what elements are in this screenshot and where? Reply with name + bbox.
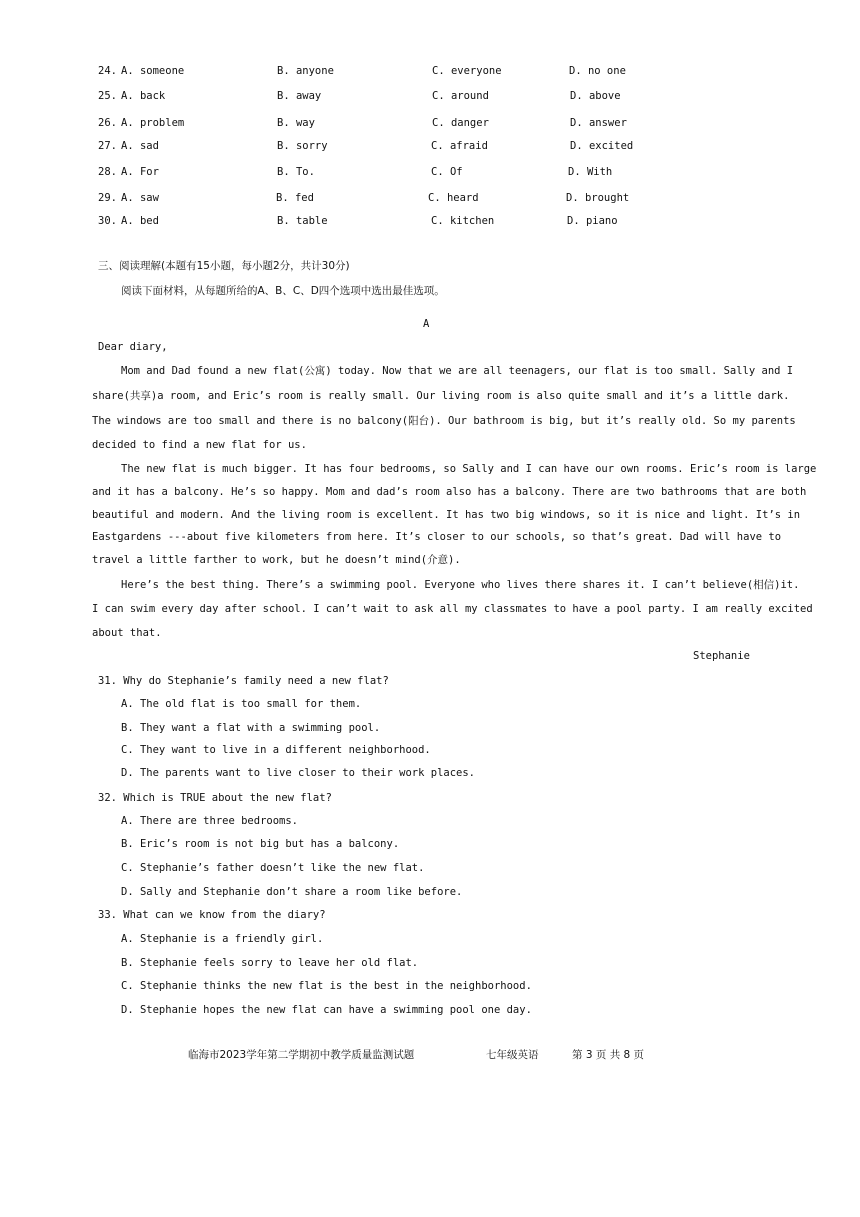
option-c: C. afraid <box>431 140 488 152</box>
question-stem: 32. Which is TRUE about the new flat? <box>98 792 332 804</box>
footer-subject: 七年级英语 <box>486 1049 539 1061</box>
option-d: D. With <box>568 166 613 178</box>
passage-line: beautiful and modern. And the living room is excellent. It has two big windows, so it is nice and light. It’s in <box>92 509 801 521</box>
question-option: C. Stephanie thinks the new flat is the best in the neighborhood. <box>121 980 532 992</box>
option-b: B. fed <box>276 192 314 204</box>
footer-page-number: 第 3 页 共 8 页 <box>572 1049 645 1061</box>
passage-line: about that. <box>92 627 162 639</box>
question-option: A. There are three bedrooms. <box>121 815 299 827</box>
option-a: A. For <box>121 166 159 178</box>
item-number: 29. <box>98 192 117 204</box>
option-b: B. way <box>277 117 315 129</box>
question-stem: 31. Why do Stephanie’s family need a new flat? <box>98 675 389 687</box>
option-a: A. problem <box>121 117 185 129</box>
option-d: D. no one <box>569 65 626 77</box>
option-c: C. heard <box>428 192 479 204</box>
passage-line: The windows are too small and there is no balcony(阳台). Our bathroom is big, but it’s really old. So my parents <box>92 415 796 427</box>
question-option: D. The parents want to live closer to their work places. <box>121 767 476 779</box>
item-number: 26. <box>98 117 117 129</box>
passage-label: A <box>423 318 430 330</box>
question-option: B. They want a flat with a swimming pool. <box>121 722 381 734</box>
option-b: B. To. <box>277 166 315 178</box>
passage-line: share(共享)a room, and Eric’s room is really small. Our living room is also quite small and it’s a little dark. <box>92 390 790 402</box>
option-d: D. above <box>570 90 621 102</box>
option-c: C. danger <box>432 117 489 129</box>
question-option: B. Stephanie feels sorry to leave her old flat. <box>121 957 419 969</box>
item-number: 24. <box>98 65 117 77</box>
option-a: A. sad <box>121 140 159 152</box>
footer-exam-title: 临海市2023学年第二学期初中教学质量监测试题 <box>188 1049 415 1061</box>
question-option: A. Stephanie is a friendly girl. <box>121 933 324 945</box>
passage-line: travel a little farther to work, but he doesn’t mind(介意). <box>92 554 461 566</box>
question-stem: 33. What can we know from the diary? <box>98 909 326 921</box>
section-instruction: 阅读下面材料，从每题所给的A、B、C、D四个选项中选出最佳选项。 <box>121 285 445 297</box>
passage-line: Here’s the best thing. There’s a swimming pool. Everyone who lives there shares it. I can’t believe(相信)it. <box>121 579 800 591</box>
passage-line: and it has a balcony. He’s so happy. Mom and dad’s room also has a balcony. There are two bathrooms that are both <box>92 486 807 498</box>
passage-greeting: Dear diary, <box>98 341 168 353</box>
option-a: A. someone <box>121 65 185 77</box>
passage-line: Eastgardens ---about five kilometers from here. It’s closer to our schools, so that’s great. Dad will have to <box>92 531 782 543</box>
option-b: B. sorry <box>277 140 328 152</box>
item-number: 27. <box>98 140 117 152</box>
question-option: D. Stephanie hopes the new flat can have a swimming pool one day. <box>121 1004 532 1016</box>
item-number: 28. <box>98 166 117 178</box>
question-option: C. Stephanie’s father doesn’t like the new flat. <box>121 862 425 874</box>
option-c: C. around <box>432 90 489 102</box>
option-b: B. away <box>277 90 322 102</box>
option-a: A. bed <box>121 215 159 227</box>
option-b: B. anyone <box>277 65 334 77</box>
passage-line: decided to find a new flat for us. <box>92 439 307 451</box>
option-d: D. piano <box>567 215 618 227</box>
passage-line: Mom and Dad found a new flat(公寓) today. Now that we are all teenagers, our flat is too small. Sally and I <box>121 365 794 377</box>
option-d: D. brought <box>566 192 630 204</box>
option-b: B. table <box>277 215 328 227</box>
item-number: 30. <box>98 215 117 227</box>
question-option: B. Eric’s room is not big but has a balcony. <box>121 838 400 850</box>
option-d: D. excited <box>570 140 634 152</box>
passage-signature: Stephanie <box>693 650 750 662</box>
option-c: C. everyone <box>432 65 502 77</box>
question-option: A. The old flat is too small for them. <box>121 698 362 710</box>
option-a: A. saw <box>121 192 159 204</box>
passage-line: The new flat is much bigger. It has four bedrooms, so Sally and I can have our own rooms. Eric’s room is large <box>121 463 817 475</box>
option-d: D. answer <box>570 117 627 129</box>
option-c: C. Of <box>431 166 463 178</box>
question-option: C. They want to live in a different neighborhood. <box>121 744 431 756</box>
section-heading: 三、阅读理解(本题有15小题，每小题2分，共计30分) <box>98 260 350 272</box>
item-number: 25. <box>98 90 117 102</box>
option-a: A. back <box>121 90 166 102</box>
option-c: C. kitchen <box>431 215 495 227</box>
question-option: D. Sally and Stephanie don’t share a room like before. <box>121 886 463 898</box>
passage-line: I can swim every day after school. I can’t wait to ask all my classmates to have a pool party. I am really excited <box>92 603 813 615</box>
